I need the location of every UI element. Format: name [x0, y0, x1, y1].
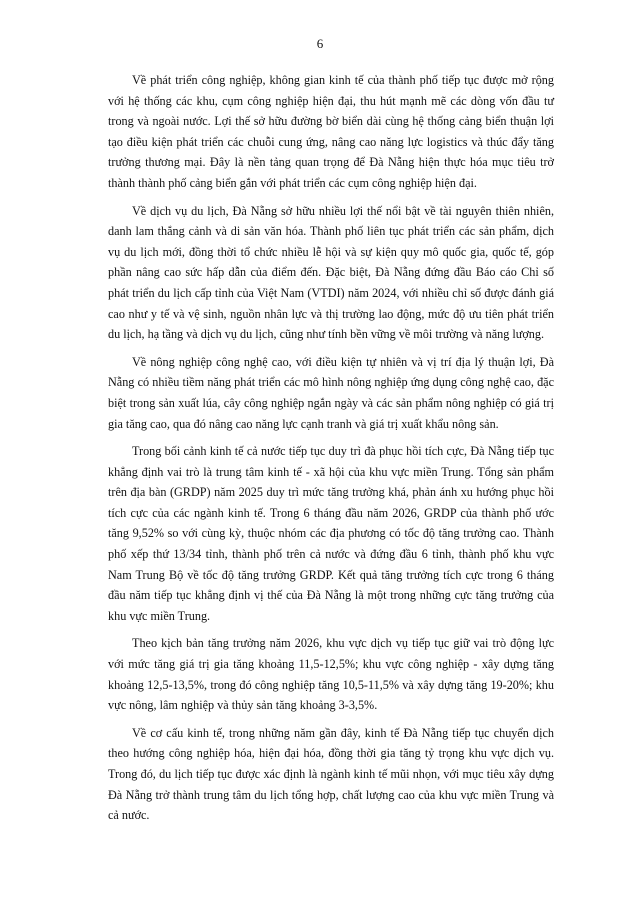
paragraph-economic-structure: Về cơ cấu kinh tế, trong những năm gần đây, kinh tế Đà Nẵng tiếp tục chuyển dịch theo hướng công nghiệp hóa, hiện đại hóa, đồng thời gia tăng tỷ trọng khu vực dịch vụ. Trong đó, du lịch tiếp tục được xác định là ngành kinh tế mũi nhọn, với mục tiêu xây dựng Đà Nẵng trở thành trung tâm du lịch tổng hợp, chất lượng cao của khu vực miền Trung và cả nước. — [108, 725, 554, 823]
document-body — [108, 70, 554, 833]
paragraph-economic-context: Trong bối cảnh kinh tế cả nước tiếp tục duy trì đà phục hồi tích cực, Đà Nẵng tiếp tục khẳng định vai trò là trung tâm kinh tế - xã hội của khu vực miền Trung. Tổng sản phẩm trên địa bàn (GRDP) năm 2025 duy trì mức tăng trưởng khá, phản ánh xu hướng phục hồi tích cực của các ngành kinh tế. Trong 6 tháng đầu năm 2026, GRDP của thành phố ước tăng 9,52% so với cùng kỳ, thuộc nhóm các địa phương có tốc độ tăng trưởng cao. Thành phố xếp thứ 13/34 tỉnh, thành phố trên cả nước và đứng đầu 6 tỉnh, thành phố khu vực Nam Trung Bộ về tốc độ tăng trưởng GRDP. Kết quả tăng trưởng tích cực trong 6 tháng đầu năm tiếp tục khẳng định vị thế của Đà Nẵng là một trong những cực tăng trưởng của khu vực miền Trung. — [108, 444, 554, 623]
page-number: 6 — [316, 36, 324, 51]
paragraph-tourism: Về dịch vụ du lịch, Đà Nẵng sở hữu nhiều lợi thế nổi bật về tài nguyên thiên nhiên, danh lam thắng cảnh và di sản văn hóa. Thành phố liên tục phát triển các sản phẩm, dịch vụ du lịch mới, đồng thời tổ chức nhiều lễ hội và sự kiện quy mô quốc gia, quốc tế, góp phần nâng cao sức hấp dẫn của điểm đến. Đặc biệt, Đà Nẵng đứng đầu Báo cáo Chỉ số phát triển du lịch cấp tỉnh của Việt Nam (VTDI) năm 2024, với nhiều chỉ số được đánh giá cao như y tế và vệ sinh, nguồn nhân lực và thị trường lao động, mức độ ưu tiên phát triển du lịch, hạ tầng và dịch vụ du lịch, cũng như tính bền vững về môi trường và năng lượng. — [108, 203, 554, 342]
paragraph-industry: Về phát triển công nghiệp, không gian kinh tế của thành phố tiếp tục được mở rộng với hệ thống các khu, cụm công nghiệp hiện đại, thu hút mạnh mẽ các dòng vốn đầu tư trong và ngoài nước. Lợi thế sở hữu đường bờ biển dài cùng hệ thống cảng biển thuận lợi tạo điều kiện phát triển các chuỗi cung ứng, nâng cao năng lực logistics và thúc đẩy tăng trưởng thương mại. Đây là nền tảng quan trọng để Đà Nẵng hiện thực hóa mục tiêu trở thành thành phố cảng biển gắn với phát triển các cụm công nghiệp hiện đại. — [108, 73, 554, 190]
paragraph-agriculture: Về nông nghiệp công nghệ cao, với điều kiện tự nhiên và vị trí địa lý thuận lợi, Đà Nẵng có nhiều tiềm năng phát triển các mô hình nông nghiệp ứng dụng công nghệ cao, đặc biệt trong sản xuất lúa, cây công nghiệp ngắn ngày và các sản phẩm nông nghiệp có giá trị gia tăng cao, qua đó nâng cao năng lực cạnh tranh và giá trị xuất khẩu nông sản. — [108, 354, 554, 431]
paragraph-growth-scenario: Theo kịch bản tăng trưởng năm 2026, khu vực dịch vụ tiếp tục giữ vai trò động lực với mức tăng giá trị gia tăng khoảng 11,5-12,5%; khu vực công nghiệp - xây dựng tăng khoảng 12,5-13,5%, trong đó công nghiệp tăng 10,5-11,5% và xây dựng tăng 19-20%; khu vực nông, lâm nghiệp và thủy sản tăng khoảng 3-3,5%. — [108, 636, 554, 713]
